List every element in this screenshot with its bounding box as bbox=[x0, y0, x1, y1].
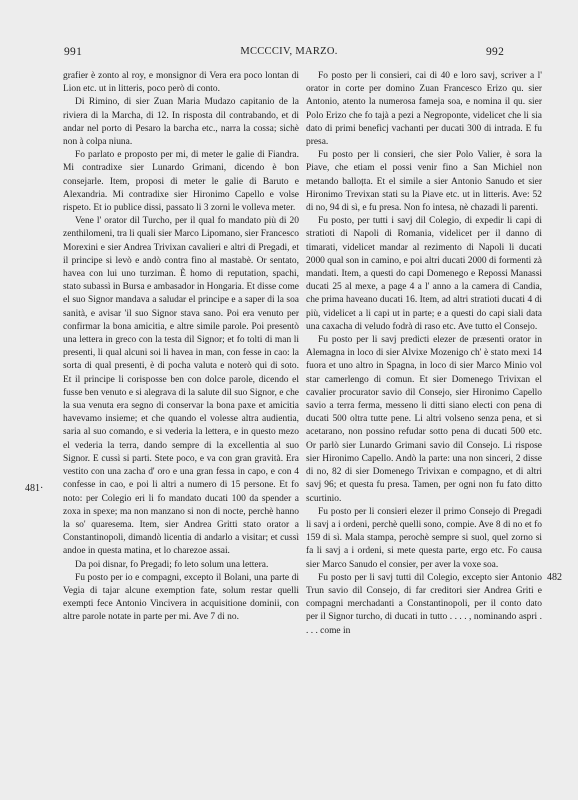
paragraph: Fu posto per li consieri, che sier Polo Valier, è sora la Piave, che etiam el possi venir fino a San Michiel non metando balloțta. Et el simile a sier Antonio Sanudo et sier Hironimo Trevixan stati su la Piave etc. ut in litteris. Ave: 52 di no, 94 di sì, e fu presa. Non fo intesa, nè chazadi li parenti. bbox=[306, 150, 542, 214]
paragraph: grafier è zonto al roy, e monsignor di Vera era poco lontan di Lion etc. ut in litteris, poco però di conto. bbox=[63, 71, 299, 95]
paragraph: Vene l' orator dil Turcho, per il qual fo mandato più di 20 zenthilomeni, tra li quali sier Marco Lipomano, sier Francesco Morexini e sier Andrea Trivixan cavalieri e altri di Pregadi, et il principe si levò e andò contra fino al mastabè. Or sentato, havea con lui uno turziman. È homo di reputation, spachi, stato subassì in Bursa e ambasador in Hongaria. Et disse come el suo Signor mandava a saludar el principe e a saper di la soa sanità, e avisar 'il suo Signor stava sano. Poi era venuto per confirmar la bona amicitia, e altre simile parole. Poi presentò una lettera in greco con la testa dil Signor; et fo tolti di man li presenti, li qual alcuni soi li havea in man, con fesse in cao: la sorta di qual presenti, è di pocha valuta e noterò qui di soto. Et il principe li corisposse ben con dolce parole, dicendo el fusse ben venuto e si alegrava di la salute dil suo Signor, e che la sua venuta era segno di conservar la bona paxe et amicitia havevamo insieme; et che quando el volesse altra audientia, saria al suo comando, e si vederia la lettera, e in questo mezo el vederia la terra, dando sempre di la excellentia al suo Signor. E cussì si parti. Stete poco, e va con gran gravità. Era vestito con una zacha d' oro e una gran fessa in capo, e con 4 confesse in cao, e poi li altri a numero di 15 persone. Et fo noto: per Colegio eri li fo mandato ducati 100 da spender a zoxa in spexe; ma non manzano si non di nocte, perchè hanno la so' quaresema. Item, sier Andrea Gritti stato orator a Constantinopoli, dimandò licentia di andarlo a visitar; et cussì andoe in questa matina, et lo charezoe assai. bbox=[63, 216, 299, 557]
paragraph: Fo posto per li consieri, cai di 40 e loro savj, scriver a l' orator in corte per domino Zuan Francesco Erizo qu. sier Antonio, atento la numerosa fameja soa, e nomina il qu. sier Polo Erizo che fo tajà a pezi a Negroponte, videlicet che li sia dato di primi beneficj vachanti per ducati 300 di intrada. E fu presa. bbox=[306, 71, 542, 148]
page-number-left: 991 bbox=[64, 46, 83, 58]
left-text-column bbox=[63, 70, 299, 625]
paragraph: Fu posto per li savj tutti dil Colegio, excepto sier Antonio Trun savio dil Consejo, di far creditori sier Andrea Griti e compagni merchadanti a Constantinopoli, per il conto dato per il Signor turcho, di ducati in tutto . . . . , nominando aspri . . . . come in bbox=[306, 572, 542, 636]
paragraph: Fo parlato e proposto per mi, di meter le galie di Fiandra. Mi contradixe sier Lunardo Grimani, dicendo è bon consejarle. Item, proposi di meter le galie di Baruto e Alexandria. Mi contradixe sier Hironimo Capello e volse rispeto. Et io publice dissi, passato li 3 zorni le volleva meter. bbox=[63, 150, 299, 214]
right-text-column bbox=[306, 70, 542, 638]
paragraph: Fu posto per li consieri elezer il primo Consejo di Pregadi li savj a i ordeni, perchè quelli sono, compie. Ave 8 di no et fo 159 di sì. Mala stampa, perochè sempre si suol, quel zorno si fa li savj a i ordeni, si mete questa parte, ergo etc. Fo causa sier Marco Sanudo el consier, per aver la voxe soa. bbox=[306, 506, 542, 570]
paragraph: Fu posto per io e compagni, excepto il Bolani, una parte di Vegia di tajar alcune exemption fate, solum restar quelli exempti fece Antonio Vincivera in acquisitione dominii, con altre parole notate in parte per mi. Ave 7 di no. bbox=[63, 572, 299, 623]
page-number-right: 992 bbox=[486, 46, 505, 58]
paragraph: Fu posto per li savj predicti elezer de præsenti orator in Alemagna in loco di sier Alvixe Mozenigo ch' è stato mexi 14 fuora et uno altro in Spagna, in loco di sier Marco Minio vol star camerlengo di comun. Et sier Domenego Trivixan el cavalier procurator savio dil Consejo, sier Hironimo Capello savio a terra ferma, messeno li ditti siano electi con pena di ducati 500 oltra tutte pene. Li altri volseno senza pena, et si acetarano, non possino refudar sotto pena di ducati 500 etc. Or parlò sier Lunardo Grimani savio dil Consejo. Li rispose sier Hironimo Capello. Andò la parte: una non sinceri, 2 disse di no, 82 di sier Domenego Trivixan e compagno, et di altri savj 96; et questa fu presa. Tamen, per ogni non fu fato ditto scurtinio. bbox=[306, 335, 542, 504]
paragraph: Di Rimino, di sier Zuan Maria Mudazo capitanio de la riviera di la Marcha, di 12. In risposta dil contrabando, et di andar nel porto di Pesaro la barcha etc., narra la cossa; sichè non à colpa niuna. bbox=[63, 97, 299, 148]
paragraph: Fu posto, per tutti i savj dil Colegio, di expedir li capi di stratioti di Napoli di Romania, videlicet per il danno di timarati, videlicet mandar al rezimento di Napoli li ducati 2000 qual son in camino, e poi altri ducati 2000 di formenti zà mandati. Item, a questi do capi Domenego e Repossi Manassi ducati 25 al mexe, a page 4 a l' anno a la camera di Candia, che prima haveano ducati 16. Item, ad altri stratioti ducati 4 di più, videlicet a li capi ut in parte; e a questi do capi siali data una caxacha di veludo fodrà di raso etc. Ave tutto el Consejo. bbox=[306, 216, 542, 332]
margin-number-right: 482 bbox=[547, 572, 562, 583]
margin-number-left: 481· bbox=[25, 483, 44, 494]
running-title: MCCCCIV, MARZO. bbox=[240, 46, 338, 57]
paragraph: Da poi disnar, fo Pregadi; fo leto solum una lettera. bbox=[75, 559, 269, 570]
